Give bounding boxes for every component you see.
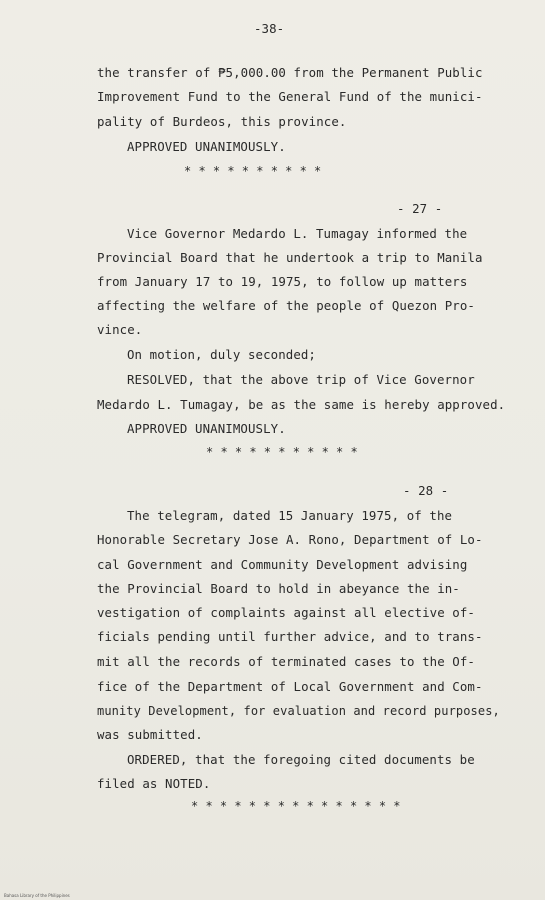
item-number-28: - 28 - — [403, 483, 449, 498]
body-line: the transfer of ₱5,000.00 from the Permanent Public — [97, 65, 483, 80]
resolved-line: RESOLVED, that the above trip of Vice Governor — [127, 372, 475, 387]
page-number: -38- — [254, 21, 285, 36]
body-line: Improvement Fund to the General Fund of the munici- — [97, 89, 483, 104]
separator-stars: * * * * * * * * * * — [184, 164, 322, 178]
approved-line: APPROVED UNANIMOUSLY. — [127, 421, 286, 436]
body-line: the Provincial Board to hold in abeyance the in- — [97, 581, 460, 596]
body-line: was submitted. — [97, 727, 203, 742]
item-number-27: - 27 - — [397, 201, 443, 216]
body-line: mit all the records of terminated cases to the Of- — [97, 654, 475, 669]
separator-stars: * * * * * * * * * * * — [206, 445, 358, 459]
motion-line: On motion, duly seconded; — [127, 347, 316, 362]
approved-line: APPROVED UNANIMOUSLY. — [127, 139, 286, 154]
body-line: Honorable Secretary Jose A. Rono, Department of Lo- — [97, 532, 483, 547]
body-line: The telegram, dated 15 January 1975, of the — [127, 508, 453, 523]
body-line: from January 17 to 19, 1975, to follow up matters — [97, 274, 468, 289]
body-line: affecting the welfare of the people of Quezon Pro- — [97, 298, 475, 313]
archive-footer: Bahasa Library of the Philippines — [4, 893, 70, 898]
resolved-line: Medardo L. Tumagay, be as the same is hereby approved. — [97, 397, 506, 412]
ordered-line: filed as NOTED. — [97, 776, 211, 791]
body-line: Provincial Board that he undertook a trip to Manila — [97, 250, 483, 265]
separator-stars: * * * * * * * * * * * * * * * — [191, 799, 401, 813]
body-line: fice of the Department of Local Government and Com- — [97, 679, 483, 694]
body-line: cal Government and Community Development advising — [97, 557, 468, 572]
body-line: ficials pending until further advice, and to trans- — [97, 629, 483, 644]
body-line: munity Development, for evaluation and record purposes, — [97, 704, 500, 718]
body-line: Vice Governor Medardo L. Tumagay informed the — [127, 226, 468, 241]
body-line: vestigation of complaints against all elective of- — [97, 605, 475, 620]
ordered-line: ORDERED, that the foregoing cited documents be — [127, 752, 475, 767]
body-line: vince. — [97, 322, 143, 337]
body-line: pality of Burdeos, this province. — [97, 114, 347, 129]
